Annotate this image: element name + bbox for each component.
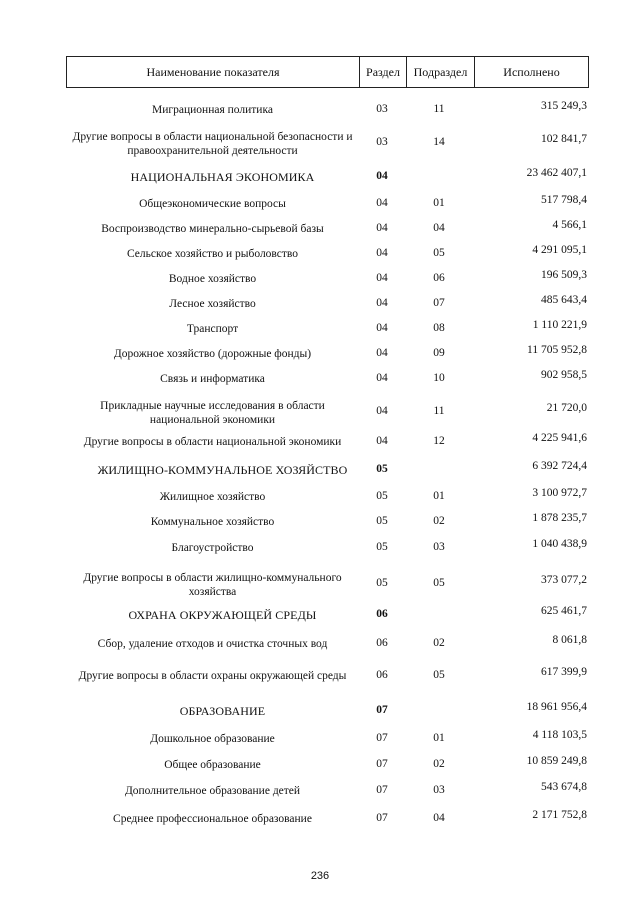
- row-name: ОХРАНА ОКРУЖАЮЩЕЙ СРЕДЫ: [128, 608, 317, 622]
- row-subsection: 07: [433, 297, 445, 309]
- row-executed: 3 100 972,7: [532, 487, 587, 499]
- row-name: Дополнительное образование детей: [124, 785, 301, 797]
- row-executed: 11 705 952,8: [527, 344, 587, 356]
- row-subsection: 05: [433, 669, 445, 681]
- row-name: Водное хозяйство: [168, 273, 257, 285]
- row-executed: 4 225 941,6: [532, 432, 587, 444]
- row-section: 04: [376, 197, 388, 209]
- row-subsection: 01: [433, 197, 445, 209]
- row-executed: 1 878 235,7: [532, 512, 587, 524]
- header-name: Наименование показателя: [146, 64, 280, 79]
- row-section: 04: [376, 372, 388, 384]
- row-section: 06: [376, 669, 388, 681]
- row-section: 04: [376, 222, 388, 234]
- row-section: 04: [376, 435, 388, 447]
- row-section: 07: [376, 784, 388, 796]
- row-subsection: 11: [433, 103, 445, 115]
- row-subsection: 11: [433, 405, 445, 417]
- row-executed: 543 674,8: [541, 781, 587, 793]
- row-name: Коммунальное хозяйство: [150, 516, 275, 528]
- row-name: Прикладные научные исследования в области национальной экономики: [100, 400, 325, 426]
- row-name: Общеэкономические вопросы: [139, 198, 286, 210]
- row-executed: 617 399,9: [541, 666, 587, 678]
- row-executed: 196 509,3: [541, 269, 587, 281]
- row-section: 03: [376, 103, 388, 115]
- row-name: Другие вопросы в области охраны окружающей среды: [78, 670, 347, 682]
- row-executed: 1 110 221,9: [532, 319, 587, 331]
- row-name: Среднее профессиональное образование: [113, 813, 312, 825]
- row-executed: 21 720,0: [546, 402, 587, 414]
- row-subsection: 08: [433, 322, 445, 334]
- row-section: 04: [376, 272, 388, 284]
- row-name: Дорожное хозяйство (дорожные фонды): [113, 348, 312, 360]
- row-subsection: 10: [433, 372, 445, 384]
- row-section: 06: [376, 608, 388, 620]
- row-executed: 4 291 095,1: [532, 244, 587, 256]
- row-executed: 625 461,7: [541, 605, 587, 617]
- row-name: Лесное хозяйство: [169, 298, 256, 310]
- row-section: 05: [376, 541, 388, 553]
- row-section: 05: [376, 515, 388, 527]
- row-subsection: 01: [433, 490, 445, 502]
- row-subsection: 14: [433, 136, 445, 148]
- row-name: Связь и информатика: [160, 373, 265, 385]
- header-executed: Исполнено: [503, 64, 560, 79]
- row-executed: 902 958,5: [541, 369, 587, 381]
- row-executed: 2 171 752,8: [532, 809, 587, 821]
- row-subsection: 05: [433, 247, 445, 259]
- row-name: Жилищное хозяйство: [159, 491, 266, 503]
- row-executed: 485 643,4: [541, 294, 587, 306]
- row-executed: 8 061,8: [552, 634, 587, 646]
- row-name: Дошкольное образование: [150, 733, 275, 745]
- row-section: 04: [376, 405, 388, 417]
- row-subsection: 03: [433, 541, 445, 553]
- row-name: Сельское хозяйство и рыболовство: [126, 248, 299, 260]
- header-subsection: Подраздел: [413, 64, 468, 79]
- row-subsection: 05: [433, 577, 445, 589]
- row-name: Благоустройство: [171, 542, 254, 554]
- row-name: Общее образование: [164, 759, 261, 771]
- row-executed: 4 566,1: [552, 219, 587, 231]
- row-section: 03: [376, 136, 388, 148]
- page-number: 236: [310, 870, 330, 882]
- row-section: 07: [376, 758, 388, 770]
- row-name: Другие вопросы в области национальной экономики: [83, 436, 342, 448]
- row-subsection: 12: [433, 435, 445, 447]
- row-subsection: 04: [433, 812, 445, 824]
- row-name: Миграционная политика: [152, 104, 273, 116]
- row-executed: 102 841,7: [541, 133, 587, 145]
- row-subsection: 02: [433, 637, 445, 649]
- row-executed: 1 040 438,9: [532, 538, 587, 550]
- row-section: 04: [376, 297, 388, 309]
- row-subsection: 02: [433, 758, 445, 770]
- row-subsection: 06: [433, 272, 445, 284]
- row-executed: 10 859 249,8: [526, 755, 587, 767]
- row-section: 07: [376, 812, 388, 824]
- row-section: 04: [376, 322, 388, 334]
- row-name: Воспроизводство минерально-сырьевой базы: [101, 223, 324, 235]
- row-subsection: 01: [433, 732, 445, 744]
- row-executed: 23 462 407,1: [526, 167, 587, 179]
- row-executed: 517 798,4: [541, 194, 587, 206]
- row-name: Сбор, удаление отходов и очистка сточных вод: [97, 638, 328, 650]
- row-executed: 373 077,2: [541, 574, 587, 586]
- row-executed: 4 118 103,5: [532, 729, 587, 741]
- header-section: Раздел: [366, 64, 400, 79]
- row-subsection: 02: [433, 515, 445, 527]
- table-header: [66, 56, 589, 88]
- row-name: ЖИЛИЩНО-КОММУНАЛЬНОЕ ХОЗЯЙСТВО: [97, 463, 348, 477]
- row-executed: 6 392 724,4: [532, 460, 587, 472]
- row-section: 05: [376, 577, 388, 589]
- row-subsection: 09: [433, 347, 445, 359]
- row-name: Другие вопросы в области национальной безопасности и правоохранительной деятельности: [72, 131, 353, 157]
- row-section: 04: [376, 170, 388, 182]
- row-name: Другие вопросы в области жилищно-коммунального хозяйства: [83, 572, 342, 598]
- row-section: 05: [376, 490, 388, 502]
- row-subsection: 04: [433, 222, 445, 234]
- row-name: ОБРАЗОВАНИЕ: [179, 704, 266, 718]
- row-name: Транспорт: [186, 323, 239, 335]
- row-section: 05: [376, 463, 388, 475]
- row-executed: 315 249,3: [541, 100, 587, 112]
- row-section: 07: [376, 704, 388, 716]
- row-subsection: 03: [433, 784, 445, 796]
- row-section: 04: [376, 247, 388, 259]
- row-section: 04: [376, 347, 388, 359]
- row-section: 07: [376, 732, 388, 744]
- row-section: 06: [376, 637, 388, 649]
- row-executed: 18 961 956,4: [526, 701, 587, 713]
- row-name: НАЦИОНАЛЬНАЯ ЭКОНОМИКА: [130, 170, 315, 184]
